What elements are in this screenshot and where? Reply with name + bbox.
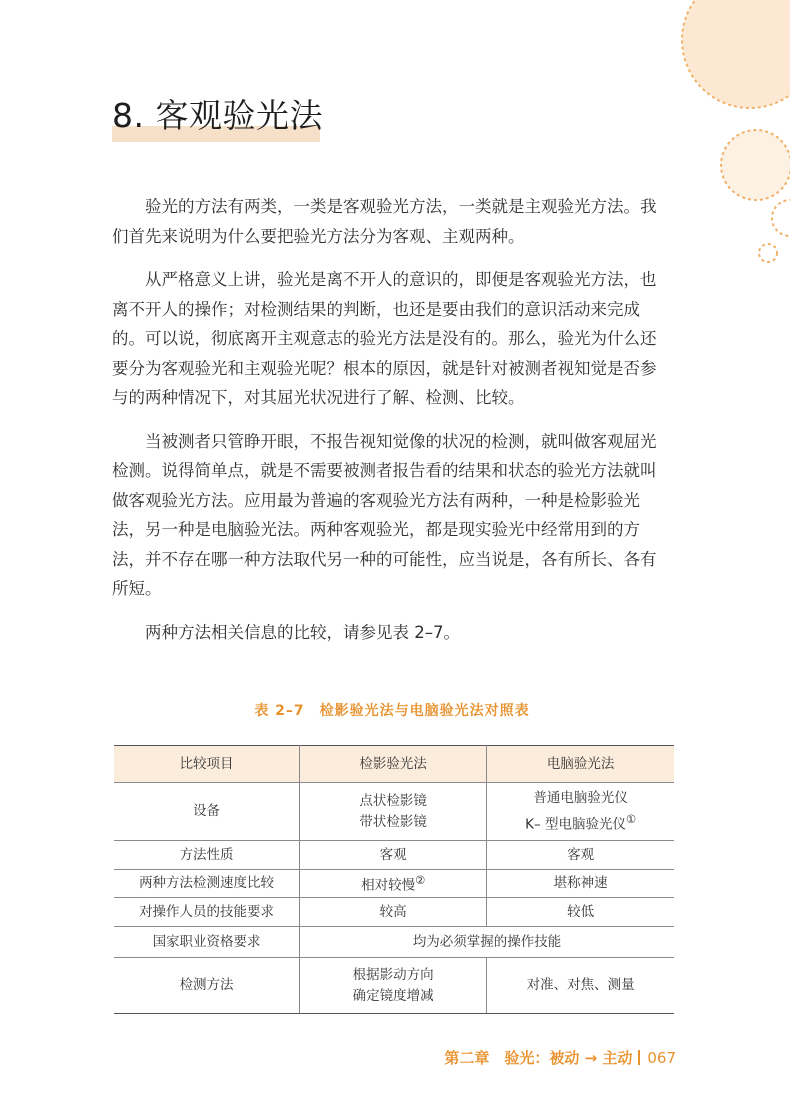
cell-line: K– 型电脑验光仪: [525, 816, 626, 833]
page-footer: [444, 1047, 676, 1068]
row-label: 设备: [114, 783, 300, 841]
table-cell: 较高: [300, 898, 487, 927]
paragraph-4: 两种方法相关信息的比较，请参见表 2–7。: [145, 622, 460, 642]
paragraph-2: 从严格意义上讲，验光是离不开人的意识的，即便是客观验光方法，也离不开人的操作；对检测结果的判断，也还是要由我们的意识活动来完成的。可以说，彻底离开主观意志的验光方法是没有的。那么，验光为什么还要分为客观验光和主观验光呢？根本的原因，就是针对被测者视知觉是否参与的两种情况下，对其屈光状况进行了解、检测、比较。: [112, 270, 657, 407]
table-cell: 较低: [487, 898, 674, 927]
comparison-table: [114, 745, 674, 1014]
table-cell: 堪称神速: [487, 870, 674, 898]
page-number: 067: [647, 1049, 676, 1067]
chapter-label: 第二章 验光：被动 → 主动: [444, 1049, 633, 1067]
table-row: [114, 841, 674, 870]
table-cell-merged: 均为必须掌握的操作技能: [300, 927, 674, 958]
header-cell: 电脑验光法: [487, 746, 674, 783]
large-circle: [682, 0, 790, 108]
header-cell: 比较项目: [114, 746, 300, 783]
row-label: 检测方法: [114, 958, 300, 1014]
table-row: [114, 927, 674, 958]
tiny-circle: [759, 244, 777, 262]
row-label: 方法性质: [114, 841, 300, 870]
table-cell: 对准、对焦、测量: [487, 958, 674, 1014]
cell-line: 根据影动方向: [352, 966, 434, 983]
row-label: 对操作人员的技能要求: [114, 898, 300, 927]
cell-line: 普通电脑验光仪: [533, 789, 628, 806]
paragraph-3: 当被测者只管睁开眼，不报告视知觉像的状况的检测，就叫做客观屈光检测。说得简单点，就是不需要被测者报告看的结果和状态的验光方法就叫做客观验光方法。应用最为普遍的客观验光方法有两种，一种是检影验光法，另一种是电脑验光法。两种客观验光，都是现实验光中经常用到的方法，并不存在哪一种方法取代另一种的可能性，应当说是，各有所长、各有所短。: [112, 431, 657, 598]
medium-circle: [721, 130, 790, 200]
table-row: [114, 783, 674, 841]
table-cell: [300, 783, 487, 841]
table-cell: 客观: [300, 841, 487, 870]
cell-line: 确定镜度增减: [352, 987, 434, 1004]
body-text: [112, 192, 672, 661]
section-title-block: [112, 90, 323, 137]
table-row: [114, 958, 674, 1014]
footer-separator: [638, 1050, 640, 1065]
footnote-mark: ①: [626, 812, 637, 826]
paragraph-1: 验光的方法有两类，一类是客观验光方法，一类就是主观验光方法。我们首先来说明为什么要把验光方法分为客观、主观两种。: [112, 197, 657, 246]
footnote-mark: ②: [415, 874, 426, 888]
cell-text: 相对较慢: [361, 877, 416, 894]
cell-line: 点状检影镜: [359, 792, 427, 809]
section-title: 8. 客观验光法: [112, 96, 323, 135]
row-label: 国家职业资格要求: [114, 927, 300, 958]
table-header-row: [114, 746, 674, 783]
row-label: 两种方法检测速度比较: [114, 870, 300, 898]
table-cell: [300, 958, 487, 1014]
cell-line: 带状检影镜: [359, 813, 427, 830]
table-cell: [487, 783, 674, 841]
header-cell: 检影验光法: [300, 746, 487, 783]
table-row: [114, 898, 674, 927]
table-row: [114, 870, 674, 898]
table-cell: 客观: [487, 841, 674, 870]
table-cell: [300, 870, 487, 898]
small-circle: [772, 200, 790, 236]
table-caption: 表 2–7 检影验光法与电脑验光法对照表: [254, 703, 530, 719]
